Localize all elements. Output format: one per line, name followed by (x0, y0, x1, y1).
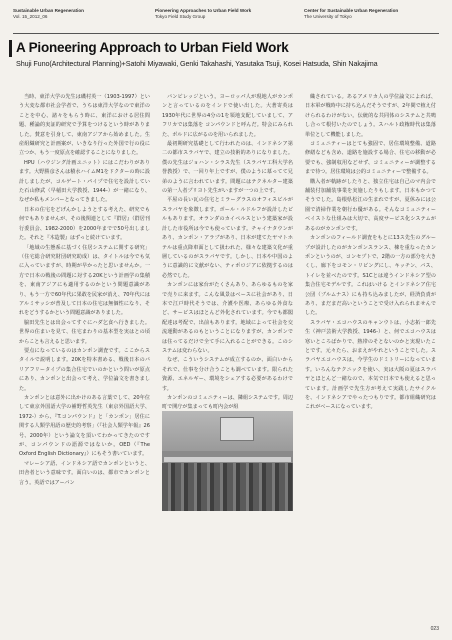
header-right (304, 8, 398, 20)
body-paragraph: カンポンのフィールド調査をもとに13ス先生のグループが設計したのがカンポンスランス、棟を重なったカンポンというのが、コンセプトで、2階の一方の部分を大きくし、廊下をコモン・リビングにし、キッチン、バス、トイレを並べたのです。S1Cとは違うインドネシア型の集合住宅モデルです。これはいける とインドネシア住宅公団（ブルムナス）にも持ち込みましたが、経済負責があり、まだまだ高いということで受け入れられませんでした。 (305, 235, 436, 317)
photo-desk (164, 457, 291, 462)
body-paragraph: 最初期研究基礎として行われたのは、インドネシア第二の都市スラバヤで、建立の技術的ありになりました。僕の先生はジョハン・シラス先生（スラバヤ工科大学名誉教授）で、一回り年上ですが、僕のように慕ってて兄弟のように言われています。問題にはテクネルター建築の第一人者プリヨト先生がいますが一つの上です。 (162, 141, 293, 195)
body-paragraph: 平屋の長い瓦の住宅とミラーグラスのオフィスビルがスラバヤを象徴します。ボール・ルドルフが設計したビルもあります。オランダのカイペルスという建築家が設計した市役所は今でも使っています。チャイナタウンがあり、カンポン・アラブがあり、日本が建てたヤマトホテルは重点降車面として扱われた、様々な建築文化が重層しているのがスラバヤです。しかし、日本や中国のように意識的に文献がない、ティポロジアに依拠するのは必然でした。 (162, 197, 293, 279)
text-column-1 (19, 93, 150, 623)
header-right-sub: The University of Tokyo (304, 14, 352, 19)
body-paragraph: 脇田先生とは出会ってすぐにハダ乞食へ行きました。世界の住まいを見て、住宅まわりの基本型を実はとの頃からことも言えると思います。 (19, 319, 150, 345)
header-left-sub: Vol. 15_2012_06 (13, 14, 48, 19)
body-paragraph: スラバヤ・エコハウスのキャンウトは、小志拓一郎先生（神戸芸術大学教授、1946-）と、何でエコハウスは寒いところばかりで、熱帯のそとないのかと実現いたことです。元々たら、おまえがやれということでした。スラバヤエコハウスは、今学生のドミトリーになっています。いろんなテクニックを使い、実は大阪の夏はスラバヤとほとんど一緒なので、本気で日本でも使えると思っています。計画学で先生方が考えて実践したサイクルを、インドネシアでやったつもりです。都市組織研究はこれがベースになっています。 (305, 319, 436, 411)
body-paragraph: 織されている。あるアメリカ人の学位論文によれば、日本軍が戦時中に持ち込んだそうですが、2年間で植え付けられるわけがない。伝統的な共同体のシステムと共鳴し合って根付いたのでしょう。スハルト政権時代は集落単位として機能しました。 (305, 94, 436, 138)
body-paragraph: バンビレッジという。ヨーロッパ人が現地人がカンポンと言っているのをインドで使い出した。大著寄英は1930年代に世界の4分の1を領地支配していまして、アフリカでは集落を コンパウンドと呼んだ。特会にみられた、ボルドに広がるのを用いられました。 (162, 94, 293, 138)
body-paragraph: なぜ、こういうシステムが成立するのか、面白いからそれで、仕事を分け合うことも調べています。限られた資源、エネルギー、環境をシェアする必要があるわけです。 (162, 357, 293, 392)
header-center-sub: Tokyo Field Study Group (155, 14, 206, 19)
article-title: A Pioneering Approach to Urban Field Work (16, 40, 289, 55)
photo-audience-row (162, 479, 293, 495)
title-accent-bar (9, 40, 12, 57)
body-paragraph: カンポンには家台がたくさんあり、あらゆるものを家で売りに来ます。こんな風景はベースに社会があり、日本で江戸時代そうでは、介護や医療、あらゆる外食など、サービスはほとんど外化されています。今でも都閣配達は考配で、出前もあります。地域によって社会を交流運動があるのもということになりますが、カンポンでは住ってるだけで全て手に入れることができる。このシステムは変わらない。 (162, 282, 293, 354)
body-paragraph: マレーシア語、インドネシア語でカンポンというと、田舎者という意味です。面白いのは、都市でカンポンと言う。英語ではアーバン (19, 460, 150, 486)
header-left-title: Sustainable Urban Regeneration (13, 8, 84, 13)
body-paragraph: 日本の住宅をどげんかしようとする考えた、研究でも何でもありませんが、その後関連として『群居』（群居刊行委員会、1982-2000）を2000年までで50号出しました。それと『木造製』はずっと続けています。 (19, 206, 150, 242)
body-paragraph: 「地域の生態系に基づく住居システムに関する研究」（住宅総合研究財団研究助成）は、タイトルは今でも気に入っていますが、時期が早かったと思いませんか。一方で日本の戦後の問題に対する20Kという計画学の集積を、東南アジアにも適用するのかという問題意識があり、もう一方で60年代に果敢を民家が消え、70年代にはアルミサッシが普及して日本の住宅は無個性になり、それをどうするかという問題意識がありました。 (19, 244, 150, 317)
body-paragraph: 要点になっているのはカンポン調査です。ここからスタイルで説明します。20Kを特本書める、戦後日本のバリアフリータイプの集合住宅でいのかという問いが原点にあり、カンポンと出会って考え、学位論文を書きました。 (19, 347, 150, 392)
body-paragraph: 当時、東洋大学の先生は磯村英一（1903-1997）という大変な都市社会学者で、うちは東洋大学なので東洋のことを中心、諸々をもらう時に、東洋における居住問題、種論的実証的研究で予算をつけるという時がありました。賛意を引身して、東南アジアから始めました。生産組織研究と計画案が、いきなり行った外国で行の役に立つか、もう一度原点を確認することになりました。 (19, 94, 150, 157)
body-paragraph: カンポンのコミュニティーは、隣組システムです。周辺町で開庁が集まっても町内会が組 (162, 395, 293, 411)
header-divider (13, 33, 439, 34)
photo-audience-row (162, 495, 293, 511)
body-paragraph: 購入者が軌跡がしたりと、独立住宅は自己のマ内会で舗装付加舗装事業を実施したりもします。日本もかつてそうでした。島根県松江の生まれですが、夏休みには公園で清掃作業を朝行わ優がある。そんなコミュニティーベイストな仕組みは大切で、高度サービス化システムがあるのがカンポンです。 (305, 178, 436, 232)
text-column-2 (162, 93, 293, 411)
header-center-title: Pioneering Approaches to Urban Field Work (155, 8, 252, 13)
header-right-title: Center for Sustainable Urban Regeneration (304, 8, 399, 13)
body-paragraph: コミュニティーはとても強固で、居住環境整備、道路修繕なども含め、道路を施設する場合、住宅の移動が必要でも、強制収用などせず、コミュニティーが調整するまで待つ。居住環境は公的コミュニティーで整備する。 (305, 141, 436, 176)
body-paragraph: カンポンとは意外に出かけのある言葉でして、20年位して東京外国語大学の補野哲英先生（東京外国語大学、1972-）から、『T.コンパウンド』と「カンポン」居住に関する人類学用語の歴史的考察」（『社会人類学年報』26号、2000年）という論文を頂いてわかってきたのですが、コンパウンドの語源ではないか。OED（『The Oxford English Dictionary』）にもそう書いています。 (19, 395, 150, 458)
photo-audience-row (162, 463, 293, 479)
lecture-photo (162, 411, 293, 509)
page-number: 023 (430, 626, 439, 632)
header-left (13, 8, 84, 20)
photo-projection-screen (220, 417, 254, 441)
body-paragraph: HPU（ハウジング計画ユニット）にはこだわりがあります。大野勝彦さんは積水ハイムM1をドクターの時に設計しましたが、コルゲート・パイプで住宅を設計していた石山修武（早稲田大学教授、1944-）が一緒になり、なぜか私もメンバーとなってきました。 (19, 159, 150, 204)
text-column-3 (305, 93, 436, 623)
header-center (155, 8, 251, 20)
running-header (13, 8, 439, 30)
article-authors: Shuji Funo(Architectural Planning)+Satohi Miyawaki, Genki Takahashi, Yasutaka Tsuji, Kosei Hatsuda, Shin Nakajima (16, 59, 378, 68)
